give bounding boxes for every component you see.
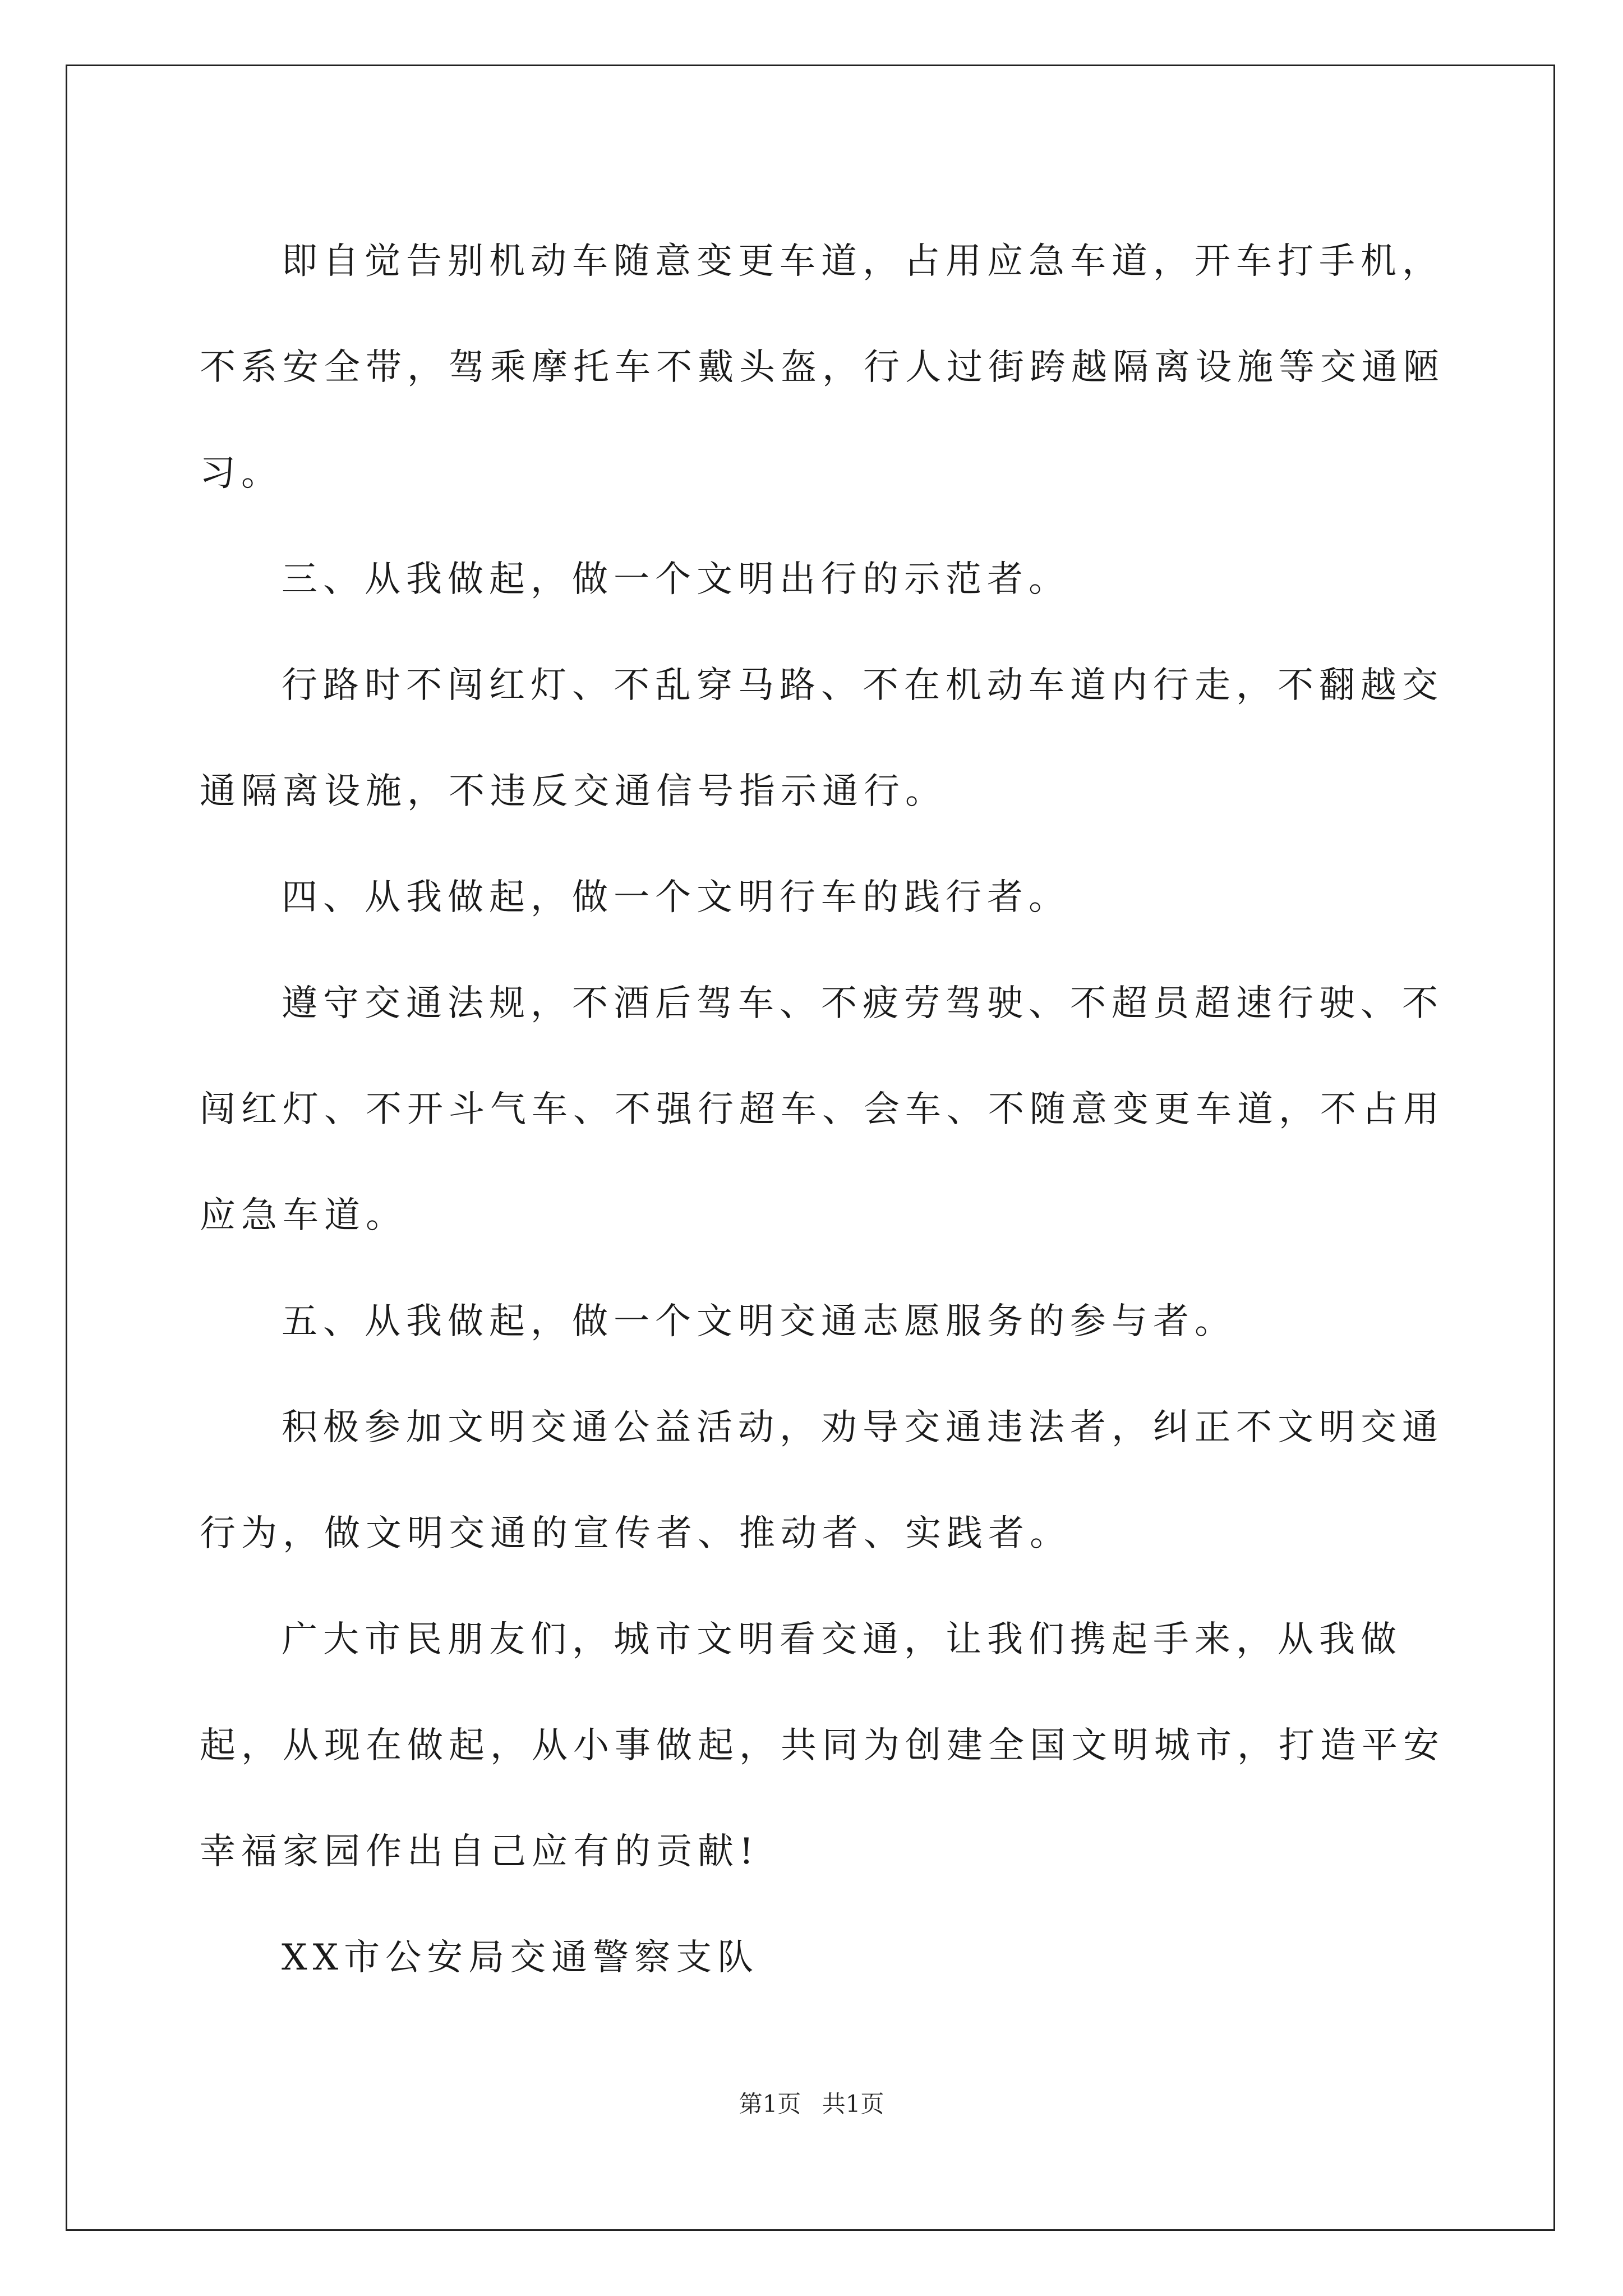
- heading-section-five: 五、从我做起，做一个文明交通志愿服务的参与者。: [282, 1301, 1236, 1342]
- paragraph-pedestrian-rules: 行路时不闯红灯、不乱穿马路、不在机动车道内行走，不翻越交通隔离设施，不违反交通信号指示通行。: [200, 665, 1444, 812]
- paragraph-vehicle-habits: 即自觉告别机动车随意变更车道，占用应急车道，开车打手机，不系安全带，驾乘摩托车不戴头盔，行人过街跨越隔离设施等交通陋习。: [200, 241, 1445, 494]
- heading-section-four: 四、从我做起，做一个文明行车的践行者。: [282, 877, 1070, 918]
- page-number-total: 共1页: [822, 2090, 884, 2118]
- paragraph-closing-appeal: 广大市民朋友们，城市文明看交通，让我们携起手来，从我做起，从现在做起，从小事做起，共同为创建全国文明城市，打造平安幸福家园作出自己应有的贡献!: [200, 1619, 1445, 1872]
- paragraph-driving-rules: 遵守交通法规，不酒后驾车、不疲劳驾驶、不超员超速行驶、不闯红灯、不开斗气车、不强行超车、会车、不随意变更车道，不占用应急车道。: [200, 983, 1445, 1236]
- signature-issuer: XX市公安局交通警察支队: [282, 1937, 759, 1978]
- document-body: [200, 209, 1445, 2011]
- paragraph-volunteer: 积极参加文明交通公益活动，劝导交通违法者，纠正不文明交通行为，做文明交通的宣传者、推动者、实践者。: [200, 1407, 1444, 1554]
- page-footer: [0, 2086, 1623, 2119]
- page-number-current: 第1页: [739, 2090, 801, 2118]
- heading-section-three: 三、从我做起，做一个文明出行的示范者。: [282, 559, 1070, 600]
